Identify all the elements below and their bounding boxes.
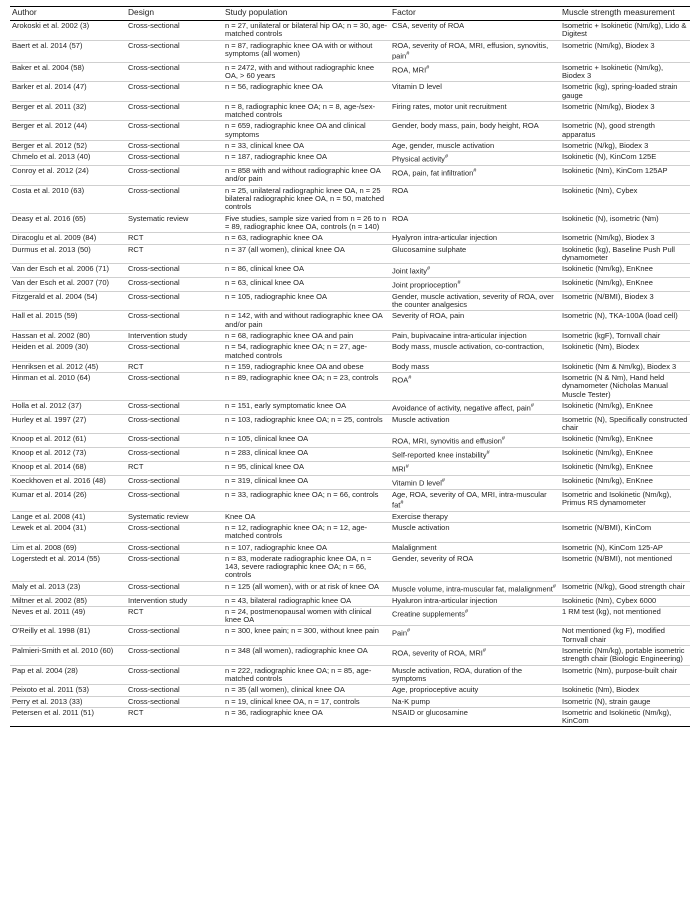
study-population-cell: n = 151, early symptomatic knee OA	[223, 400, 390, 414]
factor-cell: MRI#	[390, 461, 560, 475]
factor-cell: Joint proprioception#	[390, 277, 560, 291]
measurement-cell: Isometric and Isokinetic (Nm/kg), Primus RS dynamometer	[560, 489, 690, 511]
factor-cell: Vitamin D level#	[390, 475, 560, 489]
study-population-cell: n = 43, bilateral radiographic knee OA	[223, 595, 390, 606]
table-row	[10, 475, 690, 489]
table-row	[10, 291, 690, 311]
design-cell: Cross-sectional	[126, 489, 223, 511]
design-cell: Cross-sectional	[126, 277, 223, 291]
measurement-cell: Isokinetic (Nm), Cybex 6000	[560, 595, 690, 606]
design-cell: Cross-sectional	[126, 414, 223, 434]
study-population-cell: n = 27, unilateral or bilateral hip OA; n = 30, age-matched controls	[223, 21, 390, 41]
study-population-cell: n = 33, radiographic knee OA; n = 66, controls	[223, 489, 390, 511]
measurement-cell: Isometric (N), Specifically constructed chair	[560, 414, 690, 434]
author-cell: Fitzgerald et al. 2004 (54)	[10, 291, 126, 311]
measurement-cell: Isometric and Isokinetic (Nm/kg), KinCom	[560, 707, 690, 727]
factor-cell: Exercise therapy	[390, 511, 560, 522]
factor-cell: Age, proprioceptive acuity	[390, 685, 560, 696]
author-cell: Chmelo et al. 2013 (40)	[10, 152, 126, 166]
study-population-cell: n = 87, radiographic knee OA with or without symptoms (all women)	[223, 40, 390, 62]
footnote-marker: #	[405, 463, 409, 470]
measurement-cell: Isokinetic (Nm), KinCom 125AP	[560, 166, 690, 186]
author-cell: Palmieri-Smith et al. 2010 (60)	[10, 646, 126, 666]
footnote-marker: #	[427, 266, 431, 273]
table-row	[10, 665, 690, 685]
author-cell: Henriksen et al. 2012 (45)	[10, 361, 126, 372]
study-population-cell: n = 12, radiographic knee OA; n = 12, age-matched controls	[223, 522, 390, 542]
author-cell: Hurley et al. 1997 (27)	[10, 414, 126, 434]
factor-cell: Severity of ROA, pain	[390, 311, 560, 331]
table-row	[10, 342, 690, 362]
measurement-cell: Isometric (N/kg), Biodex 3	[560, 141, 690, 152]
study-population-cell: n = 95, clinical knee OA	[223, 461, 390, 475]
measurement-cell: Isometric (N & Nm), Hand held dynamometer (Nicholas Manual Muscle Tester)	[560, 373, 690, 401]
study-population-cell: n = 300, knee pain; n = 300, without knee pain	[223, 626, 390, 646]
table-row	[10, 166, 690, 186]
design-cell: Cross-sectional	[126, 185, 223, 213]
measurement-cell: Isometric (N/BMI), not mentioned	[560, 553, 690, 581]
table-row	[10, 361, 690, 372]
factor-cell: Hyalyron intra-articular injection	[390, 233, 560, 244]
factor-cell: Self-reported knee instability#	[390, 448, 560, 462]
author-cell: Hinman et al. 2010 (64)	[10, 373, 126, 401]
table-row	[10, 330, 690, 341]
table-row	[10, 233, 690, 244]
study-population-cell: n = 25, unilateral radiographic knee OA, n = 25 bilateral radiographic knee OA, n = 50, matched controls	[223, 185, 390, 213]
author-cell: Costa et al. 2010 (63)	[10, 185, 126, 213]
table-row	[10, 522, 690, 542]
factor-cell: Glucosamine sulphate	[390, 244, 560, 264]
author-cell: Deasy et al. 2016 (65)	[10, 213, 126, 233]
study-population-cell: Knee OA	[223, 511, 390, 522]
table-row	[10, 595, 690, 606]
design-cell: Cross-sectional	[126, 696, 223, 707]
factor-cell: CSA, severity of ROA	[390, 21, 560, 41]
table-row	[10, 213, 690, 233]
footnote-marker: #	[400, 499, 404, 506]
study-population-cell: n = 83, moderate radiographic knee OA, n = 143, severe radiographic knee OA; n = 66, controls	[223, 553, 390, 581]
study-population-cell: n = 68, radiographic knee OA and pain	[223, 330, 390, 341]
factor-cell: Body mass, muscle activation, co-contraction,	[390, 342, 560, 362]
author-cell: Arokoski et al. 2002 (3)	[10, 21, 126, 41]
author-cell: Knoop et al. 2014 (68)	[10, 461, 126, 475]
study-population-cell: n = 33, clinical knee OA	[223, 141, 390, 152]
design-cell: Cross-sectional	[126, 665, 223, 685]
measurement-cell: Isometric (N), strain gauge	[560, 696, 690, 707]
measurement-cell: Isometric (N), good strength apparatus	[560, 121, 690, 141]
author-cell: Hassan et al. 2002 (80)	[10, 330, 126, 341]
factor-cell: Muscle activation	[390, 414, 560, 434]
design-cell: Cross-sectional	[126, 342, 223, 362]
footnote-marker: #	[444, 154, 448, 161]
measurement-cell: Isokinetic (Nm), Biodex	[560, 342, 690, 362]
design-cell: Cross-sectional	[126, 82, 223, 102]
factor-cell: Gender, muscle activation, severity of ROA, over the counter analgesics	[390, 291, 560, 311]
study-population-cell: n = 125 (all women), with or at risk of knee OA	[223, 581, 390, 595]
table-row	[10, 152, 690, 166]
study-population-cell: n = 187, radiographic knee OA	[223, 152, 390, 166]
table-row	[10, 461, 690, 475]
measurement-cell: Isokinetic (kg), Baseline Push Pull dynamometer	[560, 244, 690, 264]
study-population-cell: n = 348 (all women), radiographic knee OA	[223, 646, 390, 666]
table-row	[10, 606, 690, 626]
study-population-cell: n = 142, with and without radiographic knee OA and/or pain	[223, 311, 390, 331]
measurement-cell: Isometric + Isokinetic (Nm/kg), Biodex 3	[560, 62, 690, 82]
measurement-cell: Isokinetic (Nm/kg), EnKnee	[560, 448, 690, 462]
factor-cell: Muscle activation, ROA, duration of the symptoms	[390, 665, 560, 685]
measurement-cell: Isokinetic (Nm/kg), EnKnee	[560, 434, 690, 448]
measurement-cell: Isometric (N/kg), Good strength chair	[560, 581, 690, 595]
study-population-cell: n = 89, radiographic knee OA; n = 23, controls	[223, 373, 390, 401]
table-row	[10, 277, 690, 291]
factor-cell: ROA, severity of ROA, MRI, effusion, synovitis, pain#	[390, 40, 560, 62]
study-population-cell: n = 56, radiographic knee OA	[223, 82, 390, 102]
author-cell: Barker et al. 2014 (47)	[10, 82, 126, 102]
design-cell: Cross-sectional	[126, 685, 223, 696]
study-population-cell: n = 105, clinical knee OA	[223, 434, 390, 448]
measurement-cell: Isometric (Nm/kg), Biodex 3	[560, 40, 690, 62]
author-cell: Berger et al. 2011 (32)	[10, 101, 126, 121]
measurement-cell: Isokinetic (N), KinCom 125E	[560, 152, 690, 166]
study-population-cell: n = 222, radiographic knee OA; n = 85, age-matched controls	[223, 665, 390, 685]
header-factor: Factor	[390, 7, 560, 21]
study-population-cell: n = 858 with and without radiographic knee OA and/or pain	[223, 166, 390, 186]
author-cell: Van der Esch et al. 2007 (70)	[10, 277, 126, 291]
table-row	[10, 121, 690, 141]
table-row	[10, 434, 690, 448]
study-population-cell: n = 105, radiographic knee OA	[223, 291, 390, 311]
table-row	[10, 264, 690, 278]
study-population-cell: n = 54, radiographic knee OA; n = 27, age-matched controls	[223, 342, 390, 362]
design-cell: Intervention study	[126, 595, 223, 606]
measurement-cell: Isokinetic (Nm/kg), EnKnee	[560, 277, 690, 291]
table-row	[10, 101, 690, 121]
measurement-cell: Isokinetic (Nm/kg), EnKnee	[560, 264, 690, 278]
measurement-cell: Isokinetic (Nm), Cybex	[560, 185, 690, 213]
table-row	[10, 685, 690, 696]
footnote-marker: #	[457, 279, 461, 286]
study-population-cell: n = 24, postmenopausal women with clinical knee OA	[223, 606, 390, 626]
factor-cell: Age, ROA, severity of OA, MRI, intra-muscular fat#	[390, 489, 560, 511]
design-cell: Cross-sectional	[126, 121, 223, 141]
factor-cell: NSAID or glucosamine	[390, 707, 560, 727]
factor-cell: Pain#	[390, 626, 560, 646]
table-row	[10, 511, 690, 522]
factor-cell: ROA#	[390, 373, 560, 401]
study-population-cell: n = 283, clinical knee OA	[223, 448, 390, 462]
header-study-population: Study population	[223, 7, 390, 21]
footnote-marker: #	[408, 375, 412, 382]
footnote-marker: #	[464, 608, 469, 615]
table-row	[10, 542, 690, 553]
measurement-cell: Isometric (kgF), Tornvall chair	[560, 330, 690, 341]
measurement-cell: Isokinetic (Nm/kg), EnKnee	[560, 475, 690, 489]
author-cell: Neves et al. 2011 (49)	[10, 606, 126, 626]
study-population-cell: n = 2472, with and without radiographic knee OA, > 60 years	[223, 62, 390, 82]
design-cell: Cross-sectional	[126, 626, 223, 646]
table-row	[10, 311, 690, 331]
footnote-marker: #	[486, 450, 490, 457]
author-cell: Knoop et al. 2012 (73)	[10, 448, 126, 462]
factor-cell: Vitamin D level	[390, 82, 560, 102]
footnote-marker: #	[426, 64, 430, 71]
design-cell: Cross-sectional	[126, 448, 223, 462]
study-population-cell: n = 319, clinical knee OA	[223, 475, 390, 489]
factor-cell: Avoidance of activity, negative affect, pain#	[390, 400, 560, 414]
design-cell: Cross-sectional	[126, 21, 223, 41]
factor-cell: Gender, severity of ROA	[390, 553, 560, 581]
factor-cell: Age, gender, muscle activation	[390, 141, 560, 152]
author-cell: Heiden et al. 2009 (30)	[10, 342, 126, 362]
design-cell: Cross-sectional	[126, 152, 223, 166]
measurement-cell: Isokinetic (N), isometric (Nm)	[560, 213, 690, 233]
author-cell: Maly et al. 2013 (23)	[10, 581, 126, 595]
design-cell: Cross-sectional	[126, 581, 223, 595]
author-cell: Berger et al. 2012 (44)	[10, 121, 126, 141]
measurement-cell: Not mentioned (kg F), modified Tornvall chair	[560, 626, 690, 646]
design-cell: Cross-sectional	[126, 646, 223, 666]
table-row	[10, 707, 690, 727]
measurement-cell: 1 RM test (kg), not mentioned	[560, 606, 690, 626]
author-cell: Lange et al. 2008 (41)	[10, 511, 126, 522]
design-cell: Cross-sectional	[126, 311, 223, 331]
author-cell: Kumar et al. 2014 (26)	[10, 489, 126, 511]
study-population-cell: n = 63, clinical knee OA	[223, 277, 390, 291]
table-row	[10, 141, 690, 152]
design-cell: Cross-sectional	[126, 475, 223, 489]
measurement-cell: Isometric (N), KinCom 125-AP	[560, 542, 690, 553]
study-population-cell: n = 103, radiographic knee OA; n = 25, controls	[223, 414, 390, 434]
factor-cell: Malalignment	[390, 542, 560, 553]
table-header-row	[10, 7, 690, 21]
author-cell: Conroy et al. 2012 (24)	[10, 166, 126, 186]
design-cell: Cross-sectional	[126, 62, 223, 82]
author-cell: Hall et al. 2015 (59)	[10, 311, 126, 331]
author-cell: Pap et al. 2004 (28)	[10, 665, 126, 685]
author-cell: Durmus et al. 2013 (50)	[10, 244, 126, 264]
table-row	[10, 489, 690, 511]
design-cell: Cross-sectional	[126, 553, 223, 581]
factor-cell: Creatine supplements#	[390, 606, 560, 626]
table-row	[10, 646, 690, 666]
factor-cell: Joint laxity#	[390, 264, 560, 278]
header-design: Design	[126, 7, 223, 21]
footnote-marker: #	[482, 648, 486, 655]
table-row	[10, 696, 690, 707]
study-population-cell: n = 37 (all women), clinical knee OA	[223, 244, 390, 264]
footnote-marker: #	[552, 583, 556, 590]
author-cell: Perry et al. 2013 (33)	[10, 696, 126, 707]
table-row	[10, 244, 690, 264]
table-row	[10, 40, 690, 62]
design-cell: Cross-sectional	[126, 291, 223, 311]
design-cell: Cross-sectional	[126, 141, 223, 152]
measurement-cell: Isokinetic (Nm & Nm/kg), Biodex 3	[560, 361, 690, 372]
study-population-cell: n = 107, radiographic knee OA	[223, 542, 390, 553]
study-population-cell: n = 36, radiographic knee OA	[223, 707, 390, 727]
footnote-marker: #	[473, 168, 477, 175]
measurement-cell: Isometric (Nm/kg), Biodex 3	[560, 233, 690, 244]
author-cell: Miltner et al. 2002 (85)	[10, 595, 126, 606]
factor-cell: Muscle volume, intra-muscular fat, malalignment#	[390, 581, 560, 595]
author-cell: Lim et al. 2008 (69)	[10, 542, 126, 553]
design-cell: Intervention study	[126, 330, 223, 341]
factor-cell: ROA, pain, fat infiltration#	[390, 166, 560, 186]
table-row	[10, 414, 690, 434]
study-population-cell: Five studies, sample size varied from n = 26 to n = 89, radiographic knee OA, controls (n = 140)	[223, 213, 390, 233]
design-cell: Systematic review	[126, 213, 223, 233]
design-cell: Cross-sectional	[126, 400, 223, 414]
header-muscle-strength-measurement: Muscle strength measurement	[560, 7, 690, 21]
table-row	[10, 553, 690, 581]
table-row	[10, 62, 690, 82]
design-cell: RCT	[126, 606, 223, 626]
measurement-cell: Isometric (Nm/kg), portable isometric strength chair (Biologic Engineering)	[560, 646, 690, 666]
design-cell: Cross-sectional	[126, 101, 223, 121]
table-body	[10, 21, 690, 727]
footnote-marker: #	[530, 402, 534, 409]
author-cell: Logerstedt et al. 2014 (55)	[10, 553, 126, 581]
studies-table	[10, 6, 690, 727]
design-cell: RCT	[126, 361, 223, 372]
header-author: Author	[10, 7, 126, 21]
factor-cell: ROA, MRI, synovitis and effusion#	[390, 434, 560, 448]
author-cell: Knoop et al. 2012 (61)	[10, 434, 126, 448]
design-cell: Cross-sectional	[126, 166, 223, 186]
table-row	[10, 400, 690, 414]
measurement-cell: Isokinetic (Nm), Biodex	[560, 685, 690, 696]
measurement-cell: Isometric (N/BMI), Biodex 3	[560, 291, 690, 311]
design-cell: Cross-sectional	[126, 264, 223, 278]
author-cell: Koeckhoven et al. 2016 (48)	[10, 475, 126, 489]
factor-cell: Muscle activation	[390, 522, 560, 542]
study-population-cell: n = 35 (all women), clinical knee OA	[223, 685, 390, 696]
footnote-marker: #	[501, 436, 505, 443]
measurement-cell: Isokinetic (Nm/kg), EnKnee	[560, 400, 690, 414]
footnote-marker: #	[407, 628, 411, 635]
study-population-cell: n = 86, clinical knee OA	[223, 264, 390, 278]
design-cell: RCT	[126, 461, 223, 475]
design-cell: Systematic review	[126, 511, 223, 522]
measurement-cell: Isometric (kg), spring-loaded strain gauge	[560, 82, 690, 102]
study-population-cell: n = 8, radiographic knee OA; n = 8, age-/sex-matched controls	[223, 101, 390, 121]
design-cell: RCT	[126, 233, 223, 244]
study-population-cell: n = 19, clinical knee OA, n = 17, controls	[223, 696, 390, 707]
factor-cell: Physical activity#	[390, 152, 560, 166]
study-population-cell: n = 63, radiographic knee OA	[223, 233, 390, 244]
author-cell: Baker et al. 2004 (58)	[10, 62, 126, 82]
factor-cell: Firing rates, motor unit recruitment	[390, 101, 560, 121]
measurement-cell: Isometric (N/BMI), KinCom	[560, 522, 690, 542]
footnote-marker: #	[406, 50, 410, 57]
table-row	[10, 448, 690, 462]
author-cell: Van der Esch et al. 2006 (71)	[10, 264, 126, 278]
measurement-cell: Isometric (Nm/kg), Biodex 3	[560, 101, 690, 121]
author-cell: Baert et al. 2014 (57)	[10, 40, 126, 62]
author-cell: Peixoto et al. 2011 (53)	[10, 685, 126, 696]
footnote-marker: #	[441, 477, 445, 484]
factor-cell: ROA, severity of ROA, MRI#	[390, 646, 560, 666]
author-cell: Berger et al. 2012 (52)	[10, 141, 126, 152]
table-row	[10, 21, 690, 41]
author-cell: O'Reilly et al. 1998 (81)	[10, 626, 126, 646]
design-cell: Cross-sectional	[126, 542, 223, 553]
table-row	[10, 581, 690, 595]
measurement-cell: Isometric + Isokinetic (Nm/kg), Lido & Digitest	[560, 21, 690, 41]
study-population-cell: n = 659, radiographic knee OA and clinical symptoms	[223, 121, 390, 141]
study-population-cell: n = 159, radiographic knee OA and obese	[223, 361, 390, 372]
design-cell: Cross-sectional	[126, 40, 223, 62]
measurement-cell: Isometric (Nm), purpose-built chair	[560, 665, 690, 685]
factor-cell: ROA	[390, 185, 560, 213]
design-cell: Cross-sectional	[126, 522, 223, 542]
factor-cell: Hyaluron intra-articular injection	[390, 595, 560, 606]
factor-cell: Body mass	[390, 361, 560, 372]
design-cell: Cross-sectional	[126, 373, 223, 401]
design-cell: RCT	[126, 244, 223, 264]
factor-cell: Pain, bupivacaine intra-articular injection	[390, 330, 560, 341]
factor-cell: ROA	[390, 213, 560, 233]
author-cell: Holla et al. 2012 (37)	[10, 400, 126, 414]
measurement-cell: Isometric (N), TKA-100A (load cell)	[560, 311, 690, 331]
measurement-cell	[560, 511, 690, 522]
factor-cell: ROA, MRI#	[390, 62, 560, 82]
table-row	[10, 373, 690, 401]
measurement-cell: Isokinetic (Nm/kg), EnKnee	[560, 461, 690, 475]
author-cell: Lewek et al. 2004 (31)	[10, 522, 126, 542]
factor-cell: Na-K pump	[390, 696, 560, 707]
table-row	[10, 185, 690, 213]
table-row	[10, 82, 690, 102]
design-cell: Cross-sectional	[126, 434, 223, 448]
author-cell: Petersen et al. 2011 (51)	[10, 707, 126, 727]
table-row	[10, 626, 690, 646]
factor-cell: Gender, body mass, pain, body height, ROA	[390, 121, 560, 141]
design-cell: RCT	[126, 707, 223, 727]
author-cell: Diracoglu et al. 2009 (84)	[10, 233, 126, 244]
